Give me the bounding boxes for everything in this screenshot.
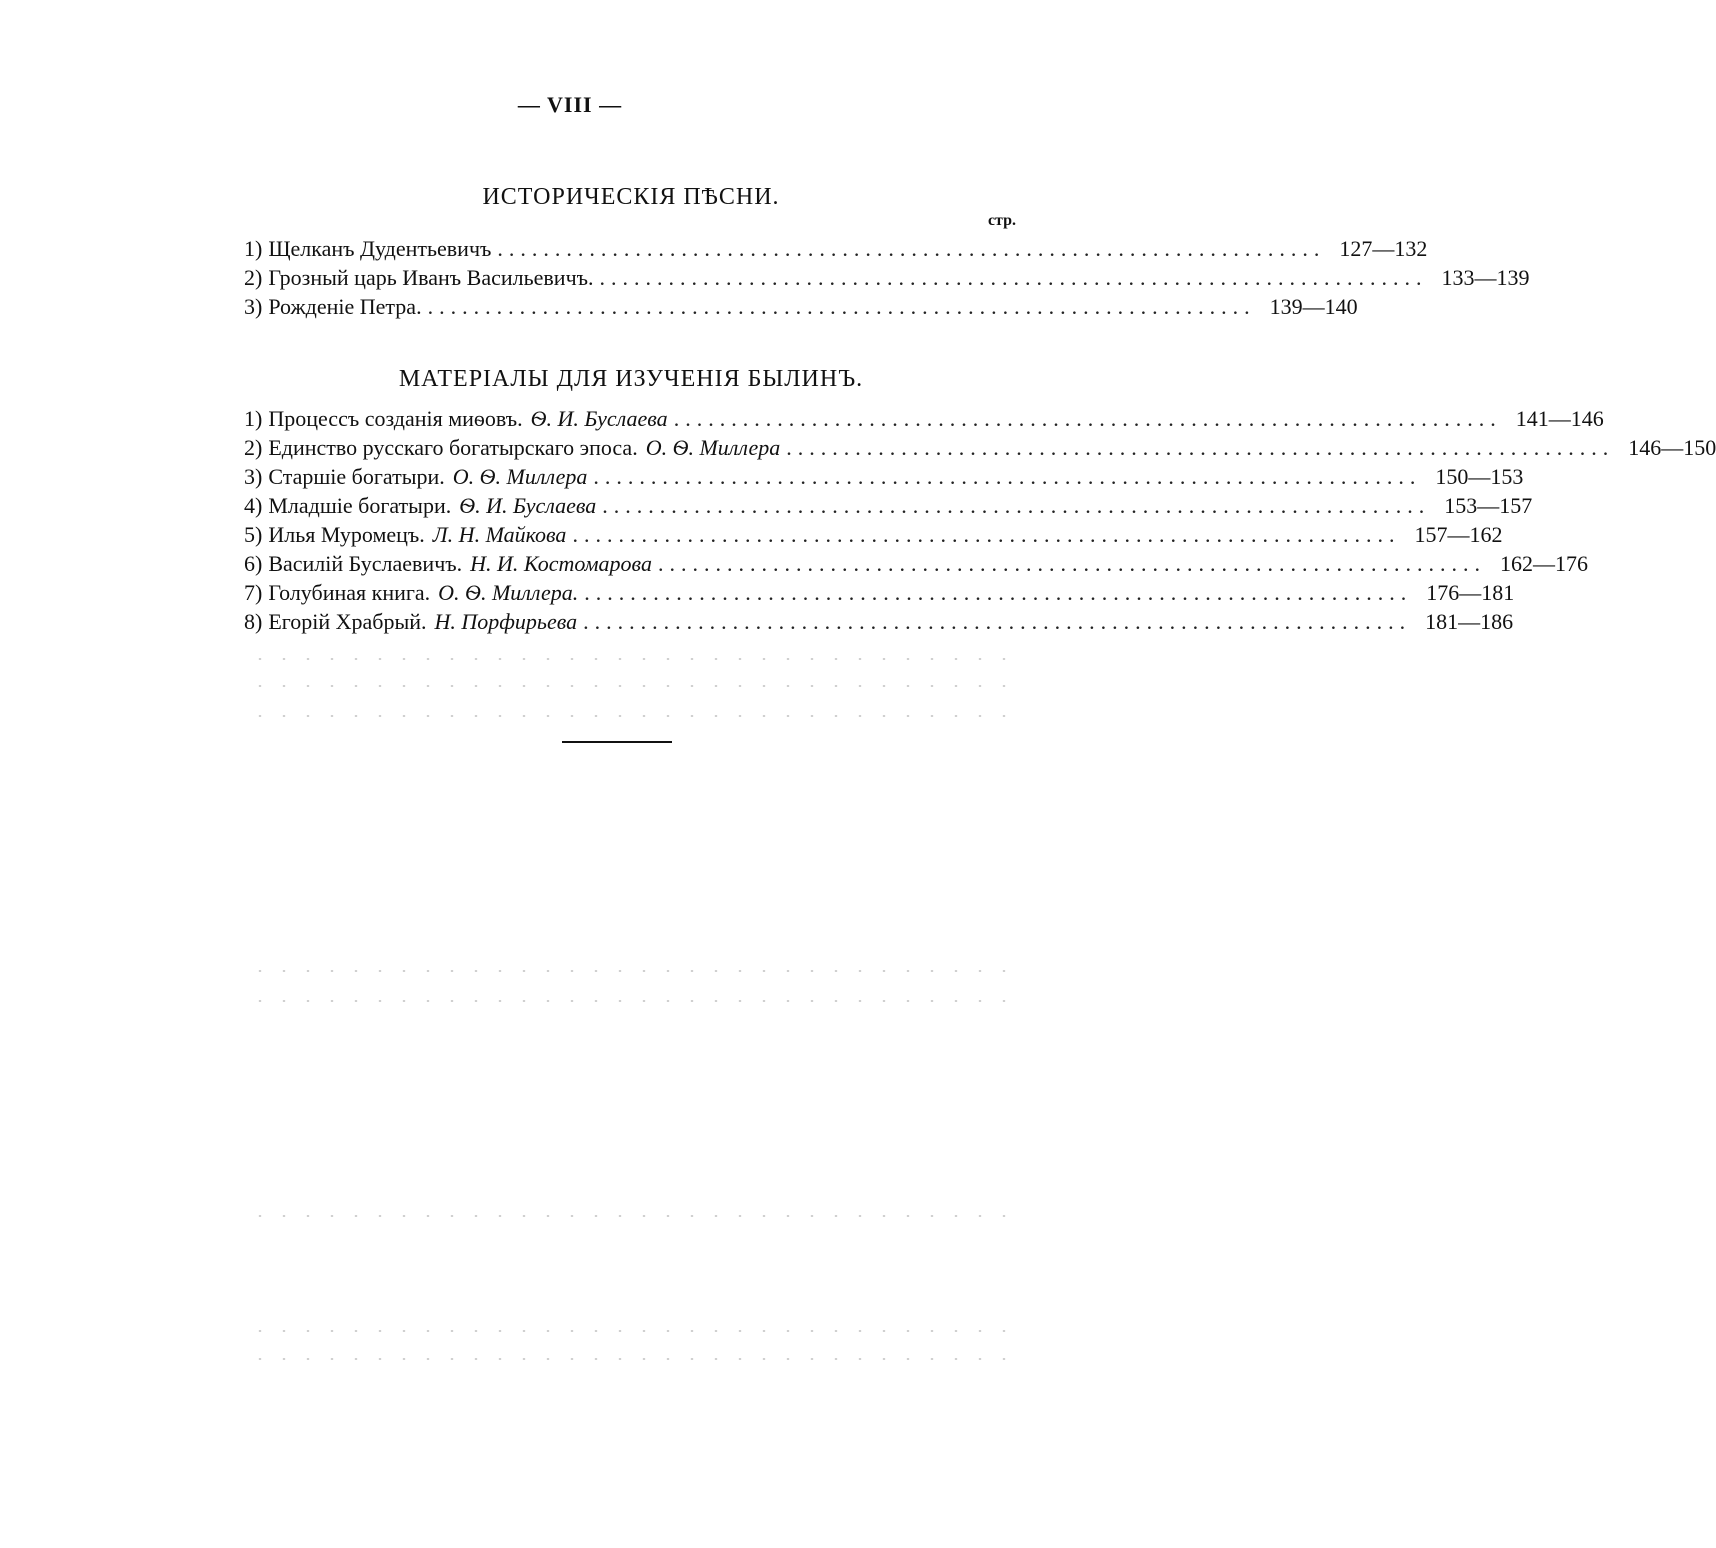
toc-entry (244, 491, 1533, 520)
toc-entry-pages: 127—132 (1339, 236, 1428, 261)
toc-entry-title: Единство русскаго богатырскаго эпоса. (268, 435, 638, 460)
toc-entry (244, 520, 1503, 549)
toc-entry-title: Егорій Храбрый. (268, 609, 427, 634)
bleed-through (248, 1215, 1018, 1217)
section-title-bylina-materials: МАТЕРІАЛЫ ДЛЯ ИЗУЧЕНІЯ БЫЛИНЪ. (398, 366, 864, 392)
dot-leader: ........................................................................ (497, 236, 1326, 261)
dot-leader: ........................................................................ (599, 265, 1428, 290)
toc-entry-author: О. Ѳ. Миллера (645, 435, 781, 460)
toc-bylina-materials (244, 404, 1716, 636)
toc-entry-number: 3) (244, 464, 263, 489)
bleed-through (248, 1000, 1018, 1002)
toc-entry-title: Илья Муромецъ. (268, 522, 425, 547)
toc-entry-author: О. Ѳ. Миллера. (438, 580, 579, 605)
toc-entry-title: Младшіе богатыри. (268, 493, 452, 518)
toc-entry-pages: 162—176 (1499, 551, 1588, 576)
toc-entry-pages: 153—157 (1444, 493, 1533, 518)
toc-entry (244, 549, 1588, 578)
toc-entry (244, 607, 1514, 636)
dot-leader: ........................................................................ (572, 522, 1401, 547)
bleed-through (248, 1358, 1018, 1360)
toc-entry-number: 7) (244, 580, 263, 605)
page-number: — VIII — (517, 92, 623, 117)
dot-leader: ........................................................................ (427, 294, 1256, 319)
toc-entry-pages: 133—139 (1441, 265, 1530, 290)
toc-entry-title: Грозный царь Иванъ Васильевичъ. (268, 265, 594, 290)
column-header-pages: стр. (987, 212, 1016, 229)
toc-entry-title: Старшіе богатыри. (268, 464, 445, 489)
toc-entry-author: Л. Н. Майкова (432, 522, 567, 547)
bleed-through (248, 1330, 1018, 1332)
dot-leader: ........................................................................ (657, 551, 1486, 576)
toc-entry-title: Василій Буслаевичъ. (268, 551, 463, 576)
toc-entry (244, 234, 1428, 263)
toc-entry (244, 578, 1515, 607)
toc-entry-author: Ѳ. И. Буслаева (459, 493, 597, 518)
closing-rule (562, 741, 672, 743)
toc-entry-title: Рожденіе Петра. (268, 294, 422, 319)
toc-entry-title: Голубиная книга. (268, 580, 431, 605)
toc-entry-author: О. Ѳ. Миллера (452, 464, 588, 489)
toc-entry-author: Ѳ. И. Буслаева (530, 406, 668, 431)
toc-entry-number: 5) (244, 522, 263, 547)
toc-entry-number: 1) (244, 236, 263, 261)
dot-leader: ........................................................................ (583, 609, 1412, 634)
toc-entry-number: 4) (244, 493, 263, 518)
toc-entry-pages: 141—146 (1515, 406, 1604, 431)
dot-leader: ........................................................................ (673, 406, 1502, 431)
toc-entry (244, 292, 1358, 321)
toc-entry-pages: 157—162 (1414, 522, 1503, 547)
toc-entry-title: Процессъ созданія миѳовъ. (268, 406, 523, 431)
toc-entry-pages: 146—150 (1628, 435, 1716, 460)
toc-entry-number: 2) (244, 435, 263, 460)
toc-entry-number: 6) (244, 551, 263, 576)
dot-leader: ........................................................................ (786, 435, 1615, 460)
toc-entry (244, 404, 1604, 433)
toc-entry-pages: 176—181 (1426, 580, 1515, 605)
toc-entry-number: 3) (244, 294, 263, 319)
toc-entry-number: 8) (244, 609, 263, 634)
bleed-through (248, 970, 1018, 972)
toc-entry (244, 462, 1524, 491)
toc-entry (244, 263, 1530, 292)
dot-leader: ........................................................................ (584, 580, 1413, 605)
toc-entry (244, 433, 1716, 462)
toc-entry-pages: 150—153 (1435, 464, 1524, 489)
toc-historical-songs (244, 234, 1530, 321)
toc-entry-title: Щелканъ Дудентьевичъ (268, 236, 492, 261)
toc-entry-number: 1) (244, 406, 263, 431)
dot-leader: ........................................................................ (593, 464, 1422, 489)
dot-leader: ........................................................................ (602, 493, 1431, 518)
bleed-through (248, 658, 1018, 660)
toc-entry-pages: 181—186 (1425, 609, 1514, 634)
toc-entry-author: Н. Порфирьева (434, 609, 578, 634)
bleed-through (248, 715, 1018, 717)
toc-entry-author: Н. И. Костомарова (470, 551, 652, 576)
section-title-historical-songs: ИСТОРИЧЕСКІЯ ПѢСНИ. (482, 184, 780, 210)
bleed-through (248, 685, 1018, 687)
toc-entry-pages: 139—140 (1269, 294, 1358, 319)
toc-entry-number: 2) (244, 265, 263, 290)
